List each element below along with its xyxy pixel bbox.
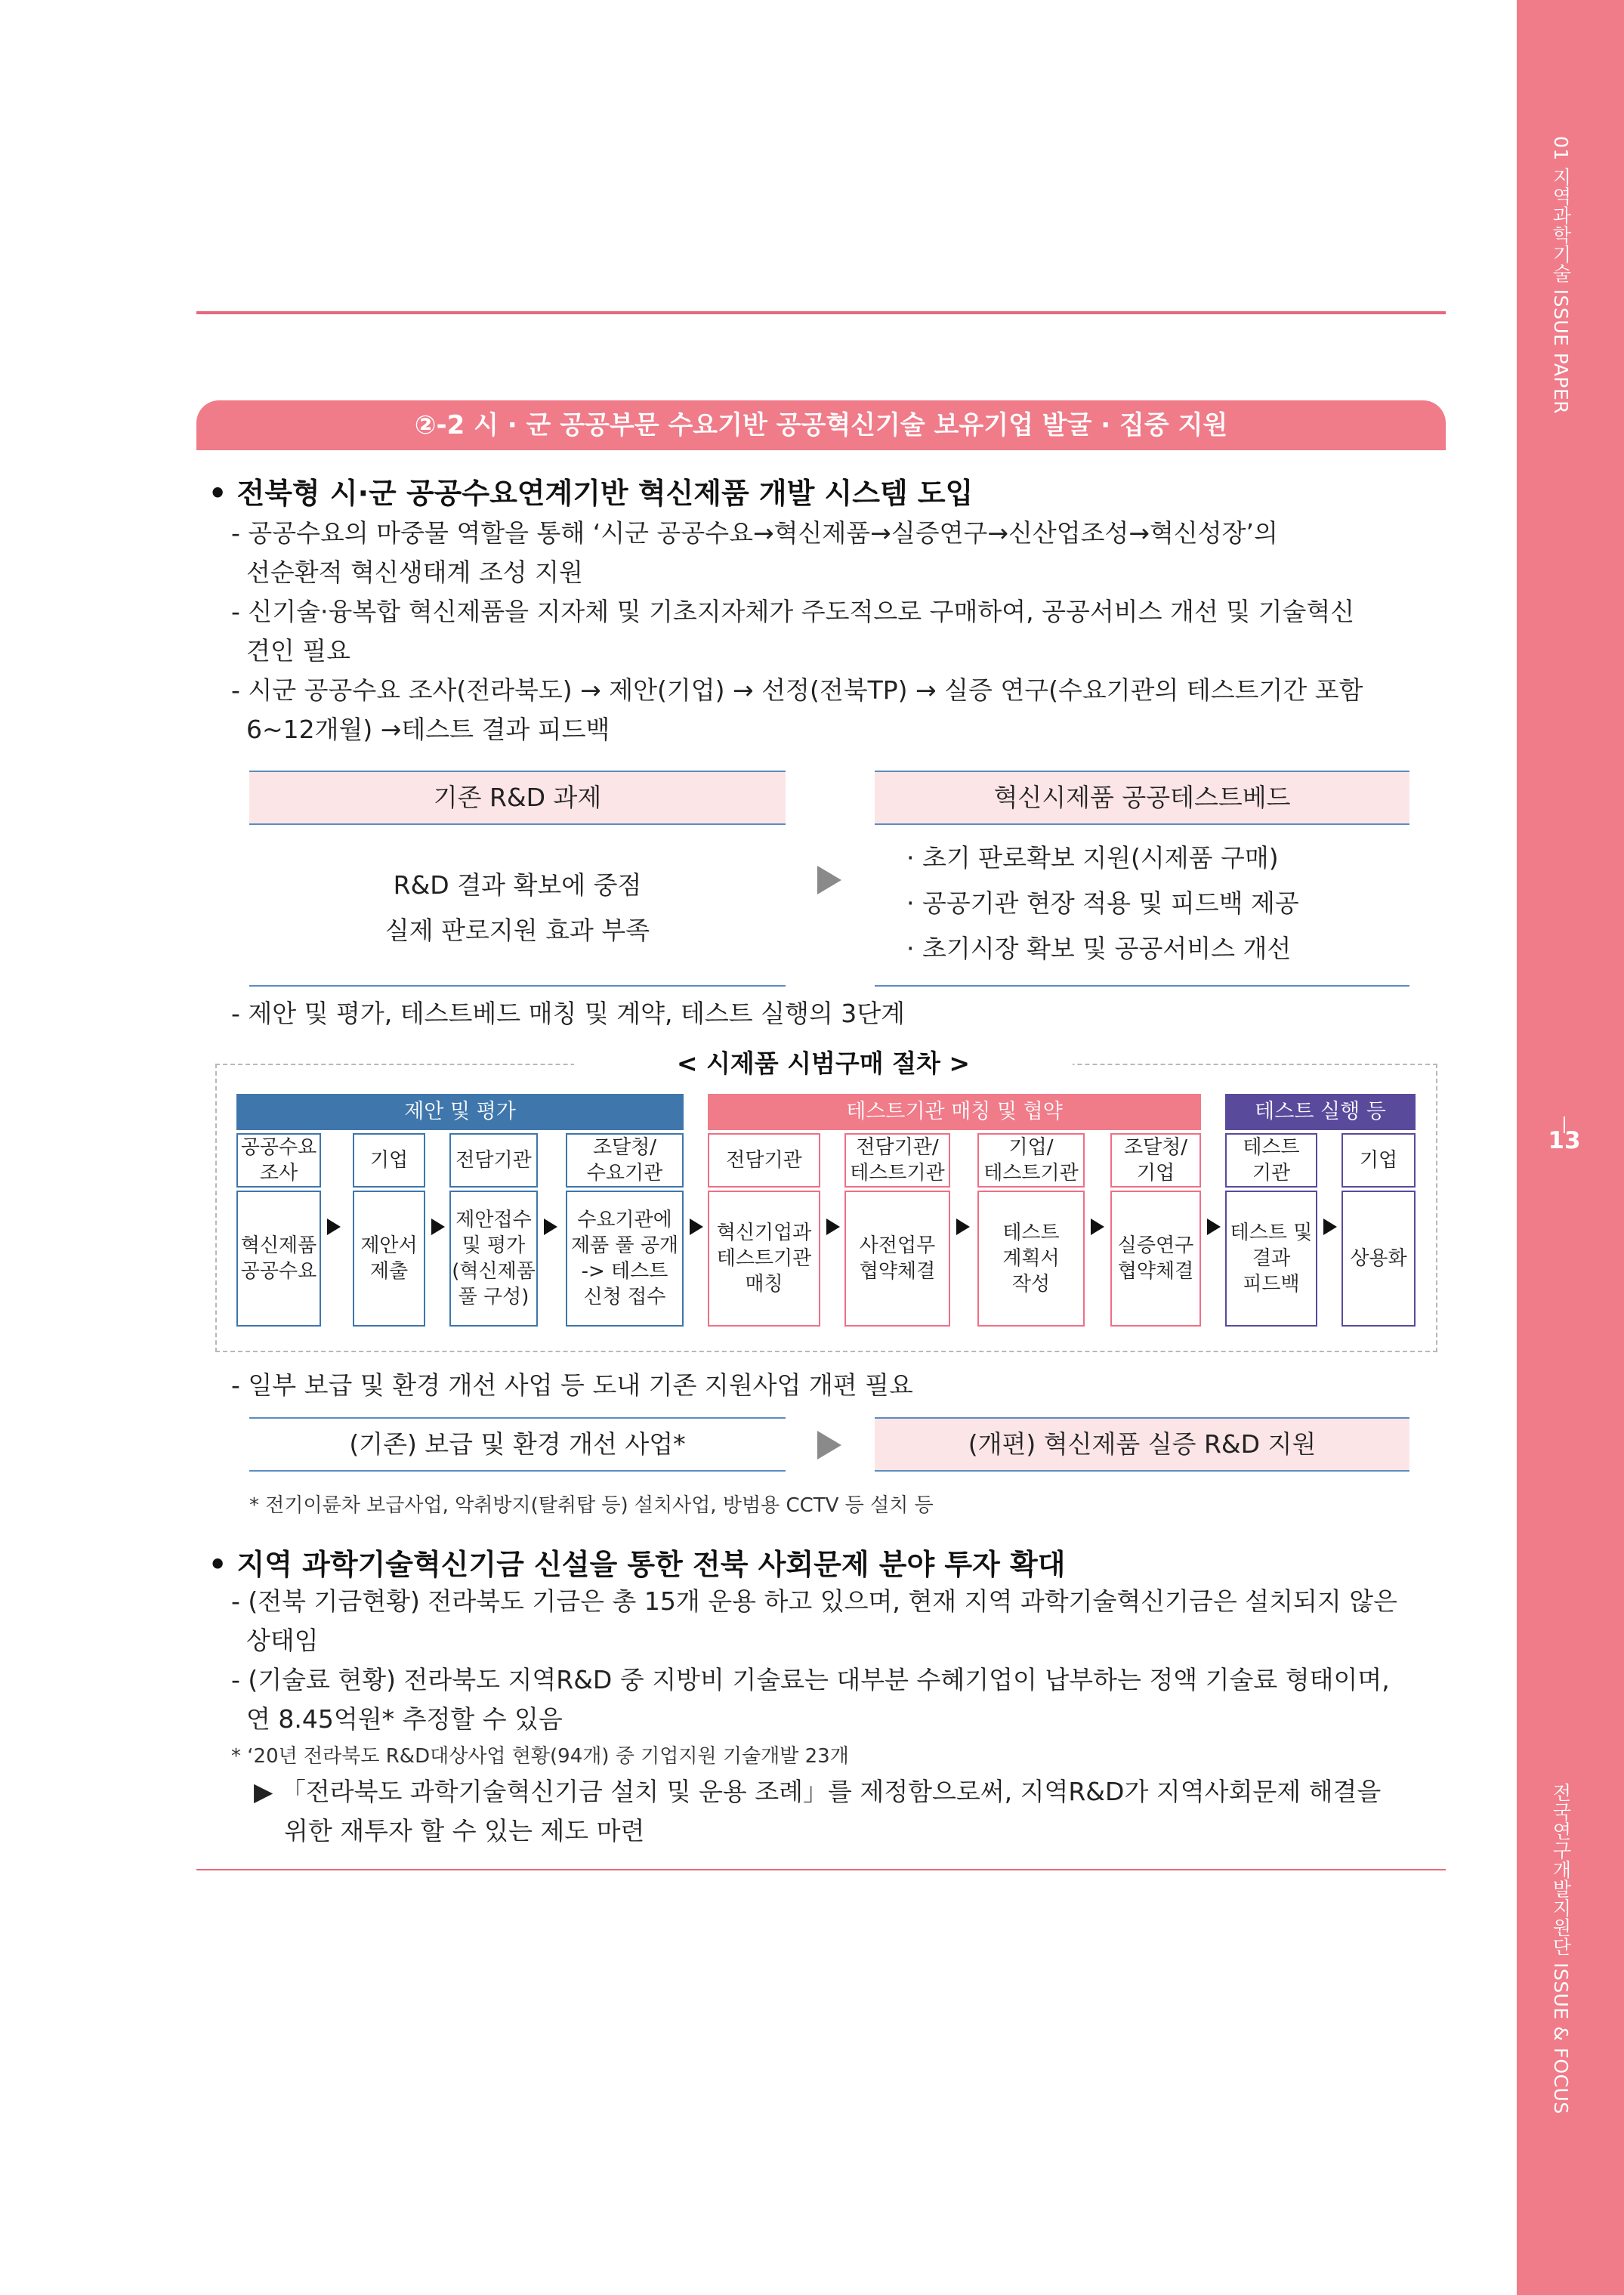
compare-left-line: 실제 판로지원 효과 부족 [384, 916, 650, 945]
conclusion-line: ▶ 「전라북도 과학기술혁신기금 설치 및 운용 조례」를 제정함으로써, 지역R&D가 지역사회문제 해결을 [254, 1777, 1382, 1806]
step-actor-1: 공공수요 조사 [236, 1133, 321, 1188]
step-action-4: 수요기관에 제품 풀 공개 -> 테스트 신청 접수 [566, 1191, 684, 1327]
step-actor-7: 기업/ 테스트기관 [977, 1133, 1085, 1188]
bullet-heading-1: • 전북형 시·군 공공수요연계기반 혁신제품 개발 시스템 도입 [208, 477, 974, 510]
step-arrow-icon [956, 1219, 970, 1235]
bottom-rule [196, 1869, 1446, 1870]
paragraph-line: 견인 필요 [246, 636, 351, 666]
step-action-9: 테스트 및 결과 피드백 [1225, 1191, 1317, 1327]
step-action-5: 혁신기업과 테스트기관 매칭 [708, 1191, 820, 1327]
paragraph-line: 선순환적 혁신생태계 조성 지원 [246, 558, 583, 587]
arrow-right-icon [817, 866, 841, 894]
compare-right-item: · 초기 판로확보 지원(시제품 구매) [906, 843, 1279, 873]
step-actor-6: 전담기관/ 테스트기관 [844, 1133, 950, 1188]
compare-right-bottom-rule [875, 985, 1409, 987]
step-arrow-icon [1207, 1219, 1221, 1235]
step-actor-10: 기업 [1341, 1133, 1416, 1188]
top-rule [196, 311, 1446, 314]
footnote: * 전기이륜차 보급사업, 악취방지(탈취탑 등) 설치사업, 방범용 CCTV 등 설치 등 [249, 1494, 934, 1517]
paragraph-line: 6~12개월) →테스트 결과 피드백 [246, 715, 610, 744]
compare-left-header: 기존 R&D 과제 [249, 771, 786, 825]
arrow-right-icon [817, 1431, 841, 1459]
compare-right-item: · 공공기관 현장 적용 및 피드백 제공 [906, 888, 1299, 918]
step-actor-8: 조달청/ 기업 [1110, 1133, 1201, 1188]
page-number: 13 [1548, 1127, 1581, 1154]
step-action-2: 제안서 제출 [353, 1191, 425, 1327]
step-action-10: 상용화 [1341, 1191, 1416, 1327]
procedure-title: < 시제품 시범구매 절차 > [574, 1046, 1073, 1082]
bullet-heading-2: • 지역 과학기술혁신기금 신설을 통한 전북 사회문제 분야 투자 확대 [208, 1548, 1066, 1581]
step-arrow-icon [690, 1219, 703, 1235]
footnote: * ‘20년 전라북도 R&D대상사업 현황(94개) 중 기업지원 기술개발 23개 [231, 1745, 849, 1768]
compare2-left: (기존) 보급 및 환경 개선 사업* [249, 1417, 786, 1472]
section-title: ②-2 시 · 군 공공부문 수요기반 공공혁신기술 보유기업 발굴 · 집중 지원 [196, 400, 1446, 450]
compare2-right: (개편) 혁신제품 실증 R&D 지원 [875, 1417, 1409, 1472]
compare-left-bottom-rule [249, 985, 786, 987]
conclusion-line: 위한 재투자 할 수 있는 제도 마련 [284, 1816, 645, 1846]
step-actor-4: 조달청/ 수요기관 [566, 1133, 684, 1188]
compare-right-header: 혁신시제품 공공테스트베드 [875, 771, 1409, 825]
step-action-3: 제안접수 및 평가 (혁신제품 풀 구성) [449, 1191, 538, 1327]
step-actor-5: 전담기관 [708, 1133, 820, 1188]
phase-matching: 테스트기관 매칭 및 협약 [708, 1094, 1201, 1130]
step-arrow-icon [327, 1219, 341, 1235]
step-action-6: 사전업무 협약체결 [844, 1191, 950, 1327]
step-arrow-icon [826, 1219, 840, 1235]
paragraph-line: - (기술료 현황) 전라북도 지역R&D 중 지방비 기술료는 대부분 수혜기업이 납부하는 정액 기술료 형태이며, [231, 1665, 1390, 1694]
step-action-8: 실증연구 협약체결 [1110, 1191, 1201, 1327]
step-actor-9: 테스트 기관 [1225, 1133, 1317, 1188]
step-arrow-icon [1323, 1219, 1337, 1235]
paragraph-line: - 일부 보급 및 환경 개선 사업 등 도내 기존 지원사업 개편 필요 [231, 1370, 913, 1400]
step-arrow-icon [544, 1219, 557, 1235]
phase-test: 테스트 실행 등 [1225, 1094, 1416, 1130]
paragraph-line: - 제안 및 평가, 테스트베드 매칭 및 계약, 테스트 실행의 3단계 [231, 999, 905, 1028]
step-action-7: 테스트 계획서 작성 [977, 1191, 1085, 1327]
compare-left-line: R&D 결과 확보에 중점 [393, 870, 642, 900]
sidebar-series-title: 01 지역과학기술 ISSUE PAPER [1550, 136, 1572, 415]
step-actor-3: 전담기관 [449, 1133, 538, 1188]
step-actor-2: 기업 [353, 1133, 425, 1188]
phase-proposal: 제안 및 평가 [236, 1094, 684, 1130]
paragraph-line: - 시군 공공수요 조사(전라북도) → 제안(기업) → 선정(전북TP) → 실증 연구(수요기관의 테스트기간 포함 [231, 675, 1363, 705]
paragraph-line: - (전북 기금현황) 전라북도 기금은 총 15개 운용 하고 있으며, 현재 지역 과학기술혁신기금은 설치되지 않은 [231, 1586, 1397, 1616]
step-action-1: 혁신제품 공공수요 [236, 1191, 321, 1327]
step-arrow-icon [1091, 1219, 1104, 1235]
paragraph-line: 연 8.45억원* 추정할 수 있음 [246, 1704, 563, 1734]
step-arrow-icon [431, 1219, 445, 1235]
paragraph-line: 상태임 [246, 1626, 319, 1655]
compare-right-item: · 초기시장 확보 및 공공서비스 개선 [906, 934, 1292, 963]
paragraph-line: - 공공수요의 마중물 역할을 통해 ‘시군 공공수요→혁신제품→실증연구→신산업조성→혁신성장’의 [231, 518, 1278, 548]
paragraph-line: - 신기술·융복합 혁신제품을 지자체 및 기초지자체가 주도적으로 구매하여, 공공서비스 개선 및 기술혁신 [231, 597, 1355, 626]
sidebar-publisher-title: 전국연구개발지원단 ISSUE & FOCUS [1550, 1783, 1572, 2114]
